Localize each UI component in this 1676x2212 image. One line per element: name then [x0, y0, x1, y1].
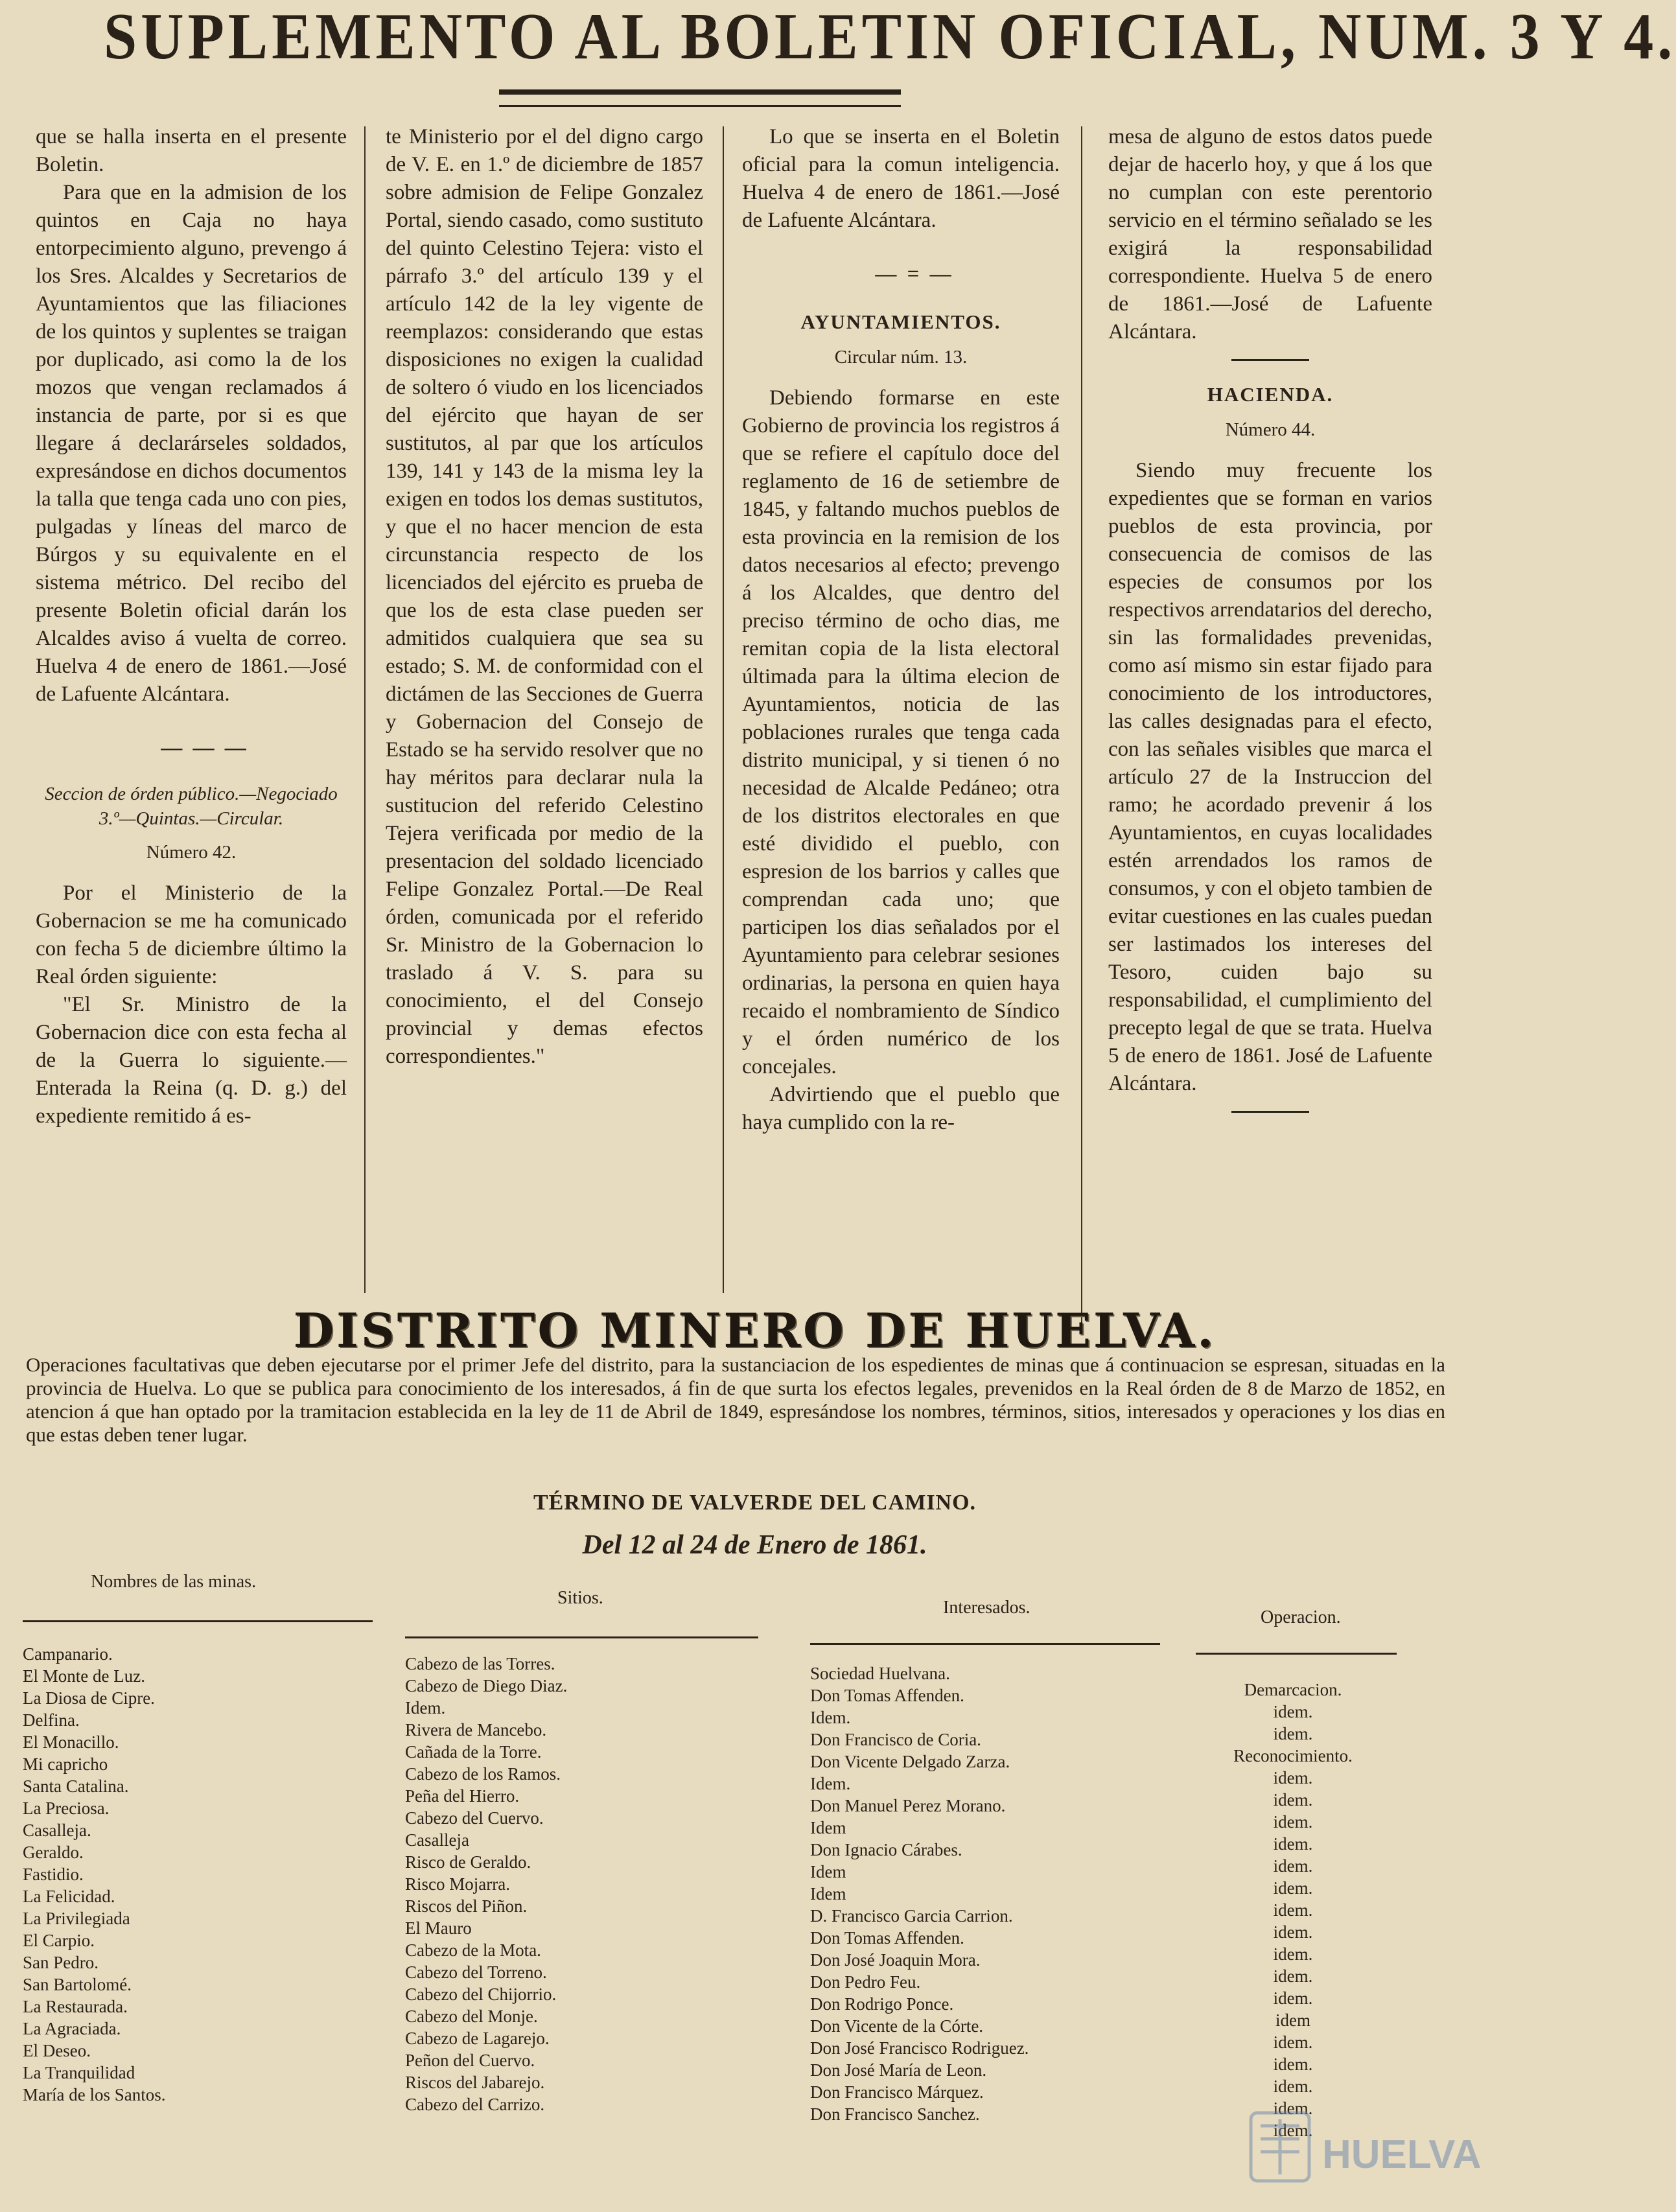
mine-name: La Preciosa.: [23, 1799, 110, 1818]
mine-operacion: idem.: [1273, 1944, 1313, 1964]
mine-interesado: Don Tomas Affenden.: [810, 1686, 964, 1705]
header-rule: [1196, 1653, 1397, 1655]
header-operacion: Operacion.: [1261, 1607, 1341, 1627]
masthead-rule: [499, 89, 901, 107]
mine-name: El Carpio.: [23, 1931, 95, 1950]
mine-operacion: idem.: [1273, 1768, 1313, 1787]
paragraph: Lo que se inserta en el Boletin oficial para la comun inteligencia. Huelva 4 de enero de 1861.—José de Lafuente Alcántara.: [742, 125, 1060, 232]
mine-name: La Felicidad.: [23, 1887, 115, 1906]
huelva-logo-watermark: [1244, 2100, 1491, 2191]
mine-operacion: idem.: [1273, 2099, 1313, 2118]
column-rule: [723, 126, 724, 1293]
mine-name: El Deseo.: [23, 2041, 91, 2060]
mine-operacion: idem.: [1273, 1812, 1313, 1832]
mine-name: San Pedro.: [23, 1953, 99, 1972]
paragraph: Siendo muy frecuente los expedientes que se forman en varios pueblos de esta provincia, por consecuencia de comisos de las especies de consumos por los respectivos arrendatarios del derecho, sin las formalidades prevenidas, como así mismo sin estar fijado para conocimiento de los introductores, las calles designadas para el efecto, con las señales visibles que marca el artículo 27 de la Instruccion del ramo; he acordado prevenir á los Ayuntamientos, en cuyas localidades estén arrendados los ramos de consumos, y con el objeto tambien de evitar cuestiones en las cuales puedan ser lastimados los intereses del Tesoro, cuiden bajo su responsabilidad, el cumplimiento del precepto legal de que se trata. Huelva 5 de enero de 1861. José de Lafuente Alcántara.: [1108, 459, 1432, 1095]
mine-interesado: Don José María de Leon.: [810, 2060, 987, 2080]
mine-sitio: Idem.: [405, 1698, 446, 1717]
paragraph: Para que en la admision de los quintos en Caja no haya entorpecimiento alguno, prevengo á los Sres. Alcaldes y Secretarios de Ayuntamientos que las filiaciones de los quintos y suplentes se traigan por duplicado, asi como la de los mozos que vengan reclamados á instancia de parte, por si es que llegare á declarárseles soldados, expresándose en dichos documentos la talla que tenga cada uno con pies, pulgadas y líneas del marco de Búrgos y su equivalente en el sistema métrico. Del recibo del presente Boletin oficial darán los Alcaldes aviso á vuelta de correo. Huelva 4 de enero de 1861.—José de Lafuente Alcántara.: [36, 181, 347, 706]
article-number: Número 44.: [1225, 419, 1316, 440]
mine-name: Santa Catalina.: [23, 1776, 129, 1796]
header-rule: [23, 1620, 373, 1622]
section-heading: Seccion de órden público.—Negociado 3.º—Quintas.—Circular.: [45, 784, 338, 829]
mine-interesado: Don Francisco Sanchez.: [810, 2104, 980, 2124]
mine-name: Mi capricho: [23, 1754, 108, 1774]
term-dates: Del 12 al 24 de Enero de 1861.: [582, 1530, 927, 1560]
header-sitios: Sitios.: [557, 1588, 603, 1608]
district-title: DISTRITO MINERO DE HUELVA.: [293, 1303, 1216, 1358]
mine-interesado: Idem: [810, 1818, 846, 1837]
mine-name: La Tranquilidad: [23, 2063, 135, 2082]
paragraph: mesa de alguno de estos datos puede dejar de hacerlo hoy, y que á los que no cumplan con este perentorio servicio en el término señalado se les exigirá la responsabilidad correspondiente. Huelva 5 de enero de 1861.—José de Lafuente Alcántara.: [1108, 125, 1432, 343]
mine-interesado: Don Ignacio Cárabes.: [810, 1840, 962, 1859]
separator: — — —: [161, 736, 249, 760]
mine-name: La Agraciada.: [23, 2019, 121, 2038]
mine-operacion: idem.: [1273, 2077, 1313, 2096]
mine-name: Geraldo.: [23, 1843, 84, 1862]
mine-sitio: Risco de Geraldo.: [405, 1852, 531, 1872]
column-2: [386, 123, 703, 1071]
mine-interesado: Idem: [810, 1862, 846, 1881]
masthead: SUPLEMENTO AL BOLETIN OFICIAL, NUM. 3 Y 4.: [104, 0, 1676, 73]
mine-operacion: idem.: [1273, 1834, 1313, 1854]
mine-operacion: idem.: [1273, 1988, 1313, 2008]
header-names: Nombres de las minas.: [91, 1572, 257, 1592]
mine-name: Fastidio.: [23, 1865, 84, 1884]
mine-interesado: D. Francisco Garcia Carrion.: [810, 1906, 1013, 1926]
mine-operacion: idem.: [1273, 2055, 1313, 2074]
mine-operacion: Demarcacion.: [1244, 1680, 1342, 1699]
column-rule: [364, 126, 366, 1293]
mine-operacion: idem.: [1273, 1878, 1313, 1898]
mine-operacion: idem.: [1273, 1900, 1313, 1920]
mine-names-list: [23, 1643, 165, 2106]
paragraph: te Ministerio por el del digno cargo de V. E. en 1.º de diciembre de 1857 sobre admision de Felipe Gonzalez Portal, siendo casado, como sustituto del quinto Celestino Tejera: visto el párrafo 3.º del artículo 139 y el artículo 142 de la ley vigente de reemplazos: considerando que estas disposiciones no exigen la cualidad de soltero ó viudo en los licenciados del ejército que hayan de ser sustitutos, al par que los artículos 139, 141 y 143 de la misma ley la exigen en todos los demas sustitutos, y que el no hacer mencion de esta circunstancia respecto de los licenciados del ejército es prueba de que los de esta clase pueden ser admitidos cualquiera que sea su estado; S. M. de conformidad con el dictámen de las Secciones de Guerra y Gobernacion del Consejo de Estado se ha servido resolver que no hay méritos para declarar nula la sustitucion del referido Celestino Tejera verificada por medio de la presentacion del soldado licenciado Felipe Gonzalez Portal.—De Real órden, comunicada por el referido Sr. Ministro de la Gobernacion lo traslado á V. S. para su conocimiento, el del Consejo provincial y demas efectos correspondientes.": [386, 125, 703, 1068]
mine-interesado: Don Manuel Perez Morano.: [810, 1796, 1006, 1815]
mine-name: La Privilegiada: [23, 1909, 130, 1928]
mine-interesado: Don José Joaquin Mora.: [810, 1950, 981, 1970]
paragraph: "El Sr. Ministro de la Gobernacion dice con esta fecha al de la Guerra lo siguiente.—Enterada la Reina (q. D. g.) del expediente remitido á es-: [36, 993, 347, 1128]
mine-name: El Monacillo.: [23, 1732, 119, 1752]
term-heading: TÉRMINO DE VALVERDE DEL CAMINO.: [533, 1491, 977, 1515]
mine-sitio: Cabezo de los Ramos.: [405, 1764, 561, 1784]
mine-interesado: Don José Francisco Rodriguez.: [810, 2038, 1029, 2058]
mine-interesado: Idem.: [810, 1708, 851, 1727]
mine-interesado: Sociedad Huelvana.: [810, 1664, 950, 1683]
mine-interesado: Idem.: [810, 1774, 851, 1793]
mine-operacion: Reconocimiento.: [1233, 1746, 1353, 1765]
mine-interesado: Don Pedro Feu.: [810, 1972, 921, 1992]
mine-operacion: idem.: [1273, 1790, 1313, 1810]
mine-name: Casalleja.: [23, 1821, 91, 1840]
mine-sitio: Cabezo del Cuervo.: [405, 1808, 544, 1828]
mine-operacion: idem: [1275, 2010, 1310, 2030]
district-intro: Operaciones facultativas que deben ejecutarse por el primer Jefe del distrito, para la sustanciacion de los espedientes de minas que á continuacion se espresan, situadas en la provincia de Huelva. Lo que se publica para conocimiento de los interesados, á fin de que surta los efectos legales, prevenidos en la Real órden de 8 de Marzo de 1852, en atencion á que han optado por la tramitacion establecida en la ley de 11 de Abril de 1849, espresándose los nombres, términos, sitios, interesados y operaciones y los dias en que estas deben tener lugar.: [26, 1353, 1445, 1446]
separator: — = —: [875, 262, 954, 286]
article-number: Circular núm. 13.: [834, 347, 968, 367]
mine-interesado: Don Tomas Affenden.: [810, 1928, 964, 1948]
mine-interesado: Don Francisco de Coria.: [810, 1730, 981, 1749]
paragraph: Debiendo formarse en este Gobierno de provincia los registros á que se refiere el capítulo doce del reglamento de 16 de setiembre de 1845, y faltando muchos pueblos de esta provincia en la remision de los datos necesarios al efecto; prevengo á los Alcaldes, que dentro del preciso término de ocho dias, me remitan copia de la lista electoral últimada para la última elecion de Ayuntamientos, noticia de las poblaciones rurales que tenga cada distrito municipal, y si tienen ó no necesidad de Alcalde Pedáneo; otra de los distritos electorales en que esté dividido el pueblo, con espresion de los barrios y calles que comprendan cada uno; que participen los dias señalados por el Ayuntamiento para celebrar sesiones ordinarias, la persona en quien haya recaido el nombramiento de Síndico y el órden numérico de los concejales.: [742, 386, 1060, 1078]
mine-operacion: idem.: [1273, 1724, 1313, 1743]
mine-operacion: idem.: [1273, 1702, 1313, 1721]
mine-sitio: El Mauro: [405, 1918, 472, 1938]
mine-interesado: Don Vicente Delgado Zarza.: [810, 1752, 1010, 1771]
mine-sitio: Cabezo del Monje.: [405, 2007, 538, 2026]
header-rule: [405, 1636, 758, 1638]
column-3: [742, 123, 1060, 1137]
section-heading: HACIENDA.: [1207, 383, 1334, 406]
mine-operacion: idem.: [1273, 1856, 1313, 1876]
mine-interesado: Idem: [810, 1884, 846, 1903]
mine-sitio: Cabezo de Lagarejo.: [405, 2029, 550, 2048]
mine-interesado: Don Francisco Márquez.: [810, 2082, 984, 2102]
mine-sitio: Cañada de la Torre.: [405, 1742, 542, 1762]
mine-name: Delfina.: [23, 1710, 80, 1730]
column-4: [1108, 123, 1432, 1126]
mine-operacion: idem.: [1273, 1966, 1313, 1986]
mine-operacion: idem.: [1273, 2121, 1313, 2140]
mine-name: La Restaurada.: [23, 1997, 128, 2016]
paragraph: Advirtiendo que el pueblo que haya cumplido con la re-: [742, 1083, 1060, 1134]
operaciones-list: [1218, 1679, 1368, 2141]
mine-sitio: Rivera de Mancebo.: [405, 1720, 547, 1740]
mine-sitio: Peñon del Cuervo.: [405, 2051, 535, 2070]
mine-sitio: Riscos del Jabarejo.: [405, 2073, 545, 2092]
watermark-text: HUELVA: [1322, 2132, 1482, 2177]
mine-name: El Monte de Luz.: [23, 1666, 145, 1686]
mine-name: María de los Santos.: [23, 2085, 166, 2104]
article-number: Número 42.: [146, 842, 237, 863]
section-heading: AYUNTAMIENTOS.: [800, 310, 1001, 333]
separator-line: [1231, 359, 1309, 361]
mine-operacion: idem.: [1273, 1922, 1313, 1942]
mine-sitio: Casalleja: [405, 1830, 469, 1850]
interesados-list: [810, 1662, 1029, 2125]
mine-operacion: idem.: [1273, 2032, 1313, 2052]
paragraph: que se halla inserta en el presente Boletin.: [36, 125, 347, 176]
sitios-list: [405, 1653, 567, 2115]
header-rule: [810, 1643, 1160, 1645]
separator-line: [1231, 1111, 1309, 1113]
paragraph: Por el Ministerio de la Gobernacion se me ha comunicado con fecha 5 de diciembre último la Real órden siguiente:: [36, 881, 347, 988]
mine-sitio: Peña del Hierro.: [405, 1786, 520, 1806]
mine-sitio: Cabezo del Carrizo.: [405, 2095, 545, 2114]
column-1: [36, 123, 347, 1130]
mine-sitio: Cabezo del Torreno.: [405, 1962, 547, 1982]
mine-sitio: Riscos del Piñon.: [405, 1896, 528, 1916]
header-interesados: Interesados.: [943, 1598, 1030, 1618]
mine-sitio: Cabezo de la Mota.: [405, 1940, 541, 1960]
mine-sitio: Cabezo de Diego Diaz.: [405, 1676, 568, 1695]
mine-name: La Diosa de Cipre.: [23, 1688, 155, 1708]
mine-sitio: Cabezo del Chijorrio.: [405, 1985, 557, 2004]
mine-sitio: Cabezo de las Torres.: [405, 1654, 555, 1673]
mine-sitio: Risco Mojarra.: [405, 1874, 510, 1894]
mine-name: Campanario.: [23, 1644, 113, 1664]
mine-name: San Bartolomé.: [23, 1975, 132, 1994]
mine-interesado: Don Rodrigo Ponce.: [810, 1994, 954, 2014]
column-rule: [1081, 126, 1082, 1325]
mine-interesado: Don Vicente de la Córte.: [810, 2016, 984, 2036]
